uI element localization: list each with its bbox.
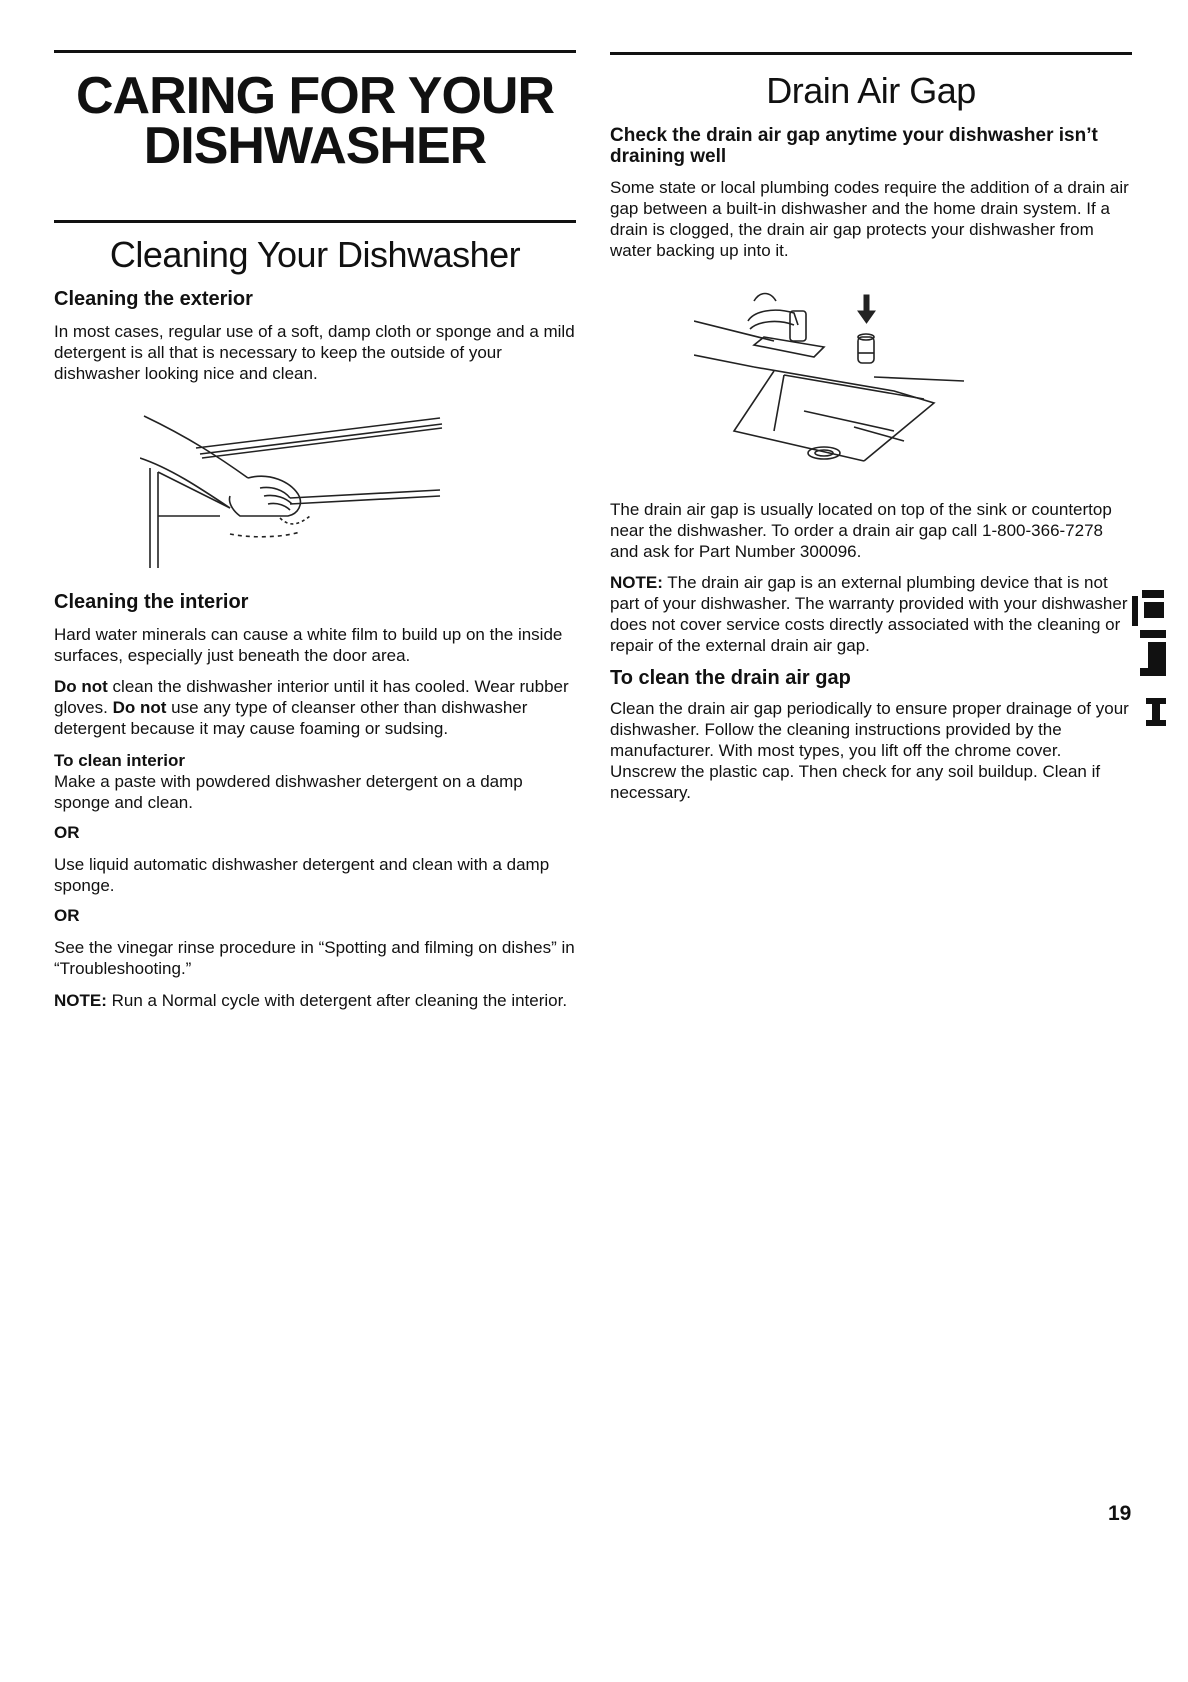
do-not-label-2: Do not xyxy=(112,698,167,717)
interior-step2: Use liquid automatic dishwasher detergent and clean with a damp sponge. xyxy=(54,855,550,895)
exterior-illustration xyxy=(140,398,576,578)
drain-clean-body: Clean the drain air gap periodically to ensure proper drainage of your dishwasher. Follow the cleaning instructions provided by the manufacturer. With most types, you lift off the chrome cover. Unscrew the plastic cap. Then check for any soil buildup. Clean if necessary. xyxy=(610,699,1129,802)
drain-note-text: The drain air gap is an external plumbing device that is not part of your dishwasher. The warranty provided with your dishwasher does not cover service costs directly associated with the cleaning or repair of the external drain air gap. xyxy=(610,573,1128,655)
left-column xyxy=(54,50,576,1011)
do-not-label-1: Do not xyxy=(54,677,108,696)
hand-wiping-door-illustration xyxy=(140,398,450,578)
sink-drain-air-gap-illustration xyxy=(694,281,994,481)
subheading-to-clean-interior: To clean interior xyxy=(54,751,185,770)
top-rule-left xyxy=(54,50,576,53)
section-title-drain-air-gap: Drain Air Gap xyxy=(766,70,976,111)
interior-note-text: Run a Normal cycle with detergent after cleaning the interior. xyxy=(106,991,568,1010)
page-title-line2: DISHWASHER xyxy=(143,117,487,175)
language-tab-icon xyxy=(1130,590,1170,740)
page-number: 19 xyxy=(1108,1502,1132,1525)
page-title-line1: CARING FOR YOUR xyxy=(75,67,555,125)
page-title xyxy=(54,67,576,175)
right-column xyxy=(610,52,1132,803)
drain-intro: Some state or local plumbing codes require the addition of a drain air gap between a built-in dishwasher and the home drain system. If a drain is clogged, the drain air gap protects your dishwasher from water backing up into it. xyxy=(610,178,1129,260)
drain-illustration xyxy=(694,281,1132,481)
note-label-right: NOTE: xyxy=(610,573,663,592)
interior-para2-text1: clean the dishwasher interior until it has cooled. Wear rubber gloves. xyxy=(54,677,569,717)
or-separator-2: OR xyxy=(54,906,80,925)
section-title-cleaning: Cleaning Your Dishwasher xyxy=(109,234,521,275)
interior-para1: Hard water minerals can cause a white film to build up on the inside surfaces, especially just beneath the door area. xyxy=(54,625,563,665)
interior-para2 xyxy=(54,676,576,739)
drain-location: The drain air gap is usually located on top of the sink or countertop near the dishwasher. To order a drain air gap call 1-800-366-7278 and ask for Part Number 300096. xyxy=(610,500,1112,561)
or-separator-1: OR xyxy=(54,823,80,842)
note-label-left: NOTE: xyxy=(54,991,107,1010)
heading-cleaning-exterior: Cleaning the exterior xyxy=(54,288,253,310)
heading-cleaning-interior: Cleaning the interior xyxy=(54,591,249,613)
section-rule-left xyxy=(54,220,576,223)
drain-note xyxy=(610,572,1132,656)
heading-to-clean-drain-air-gap: To clean the drain air gap xyxy=(610,667,851,689)
interior-note xyxy=(54,990,576,1011)
interior-para2-text2: use any type of cleanser other than dishwasher detergent because it may cause foaming or sudsing. xyxy=(54,698,528,738)
side-tab-marks xyxy=(1130,590,1170,740)
drain-subtitle: Check the drain air gap anytime your dishwasher isn’t draining well xyxy=(610,125,1098,167)
interior-step1: Make a paste with powdered dishwasher detergent on a damp sponge and clean. xyxy=(54,772,523,812)
exterior-body: In most cases, regular use of a soft, damp cloth or sponge and a mild detergent is all that is necessary to keep the outside of your dishwasher looking nice and clean. xyxy=(54,322,575,383)
top-rule-right xyxy=(610,52,1132,55)
interior-step3: See the vinegar rinse procedure in “Spotting and filming on dishes” in “Troubleshooting.” xyxy=(54,938,575,978)
